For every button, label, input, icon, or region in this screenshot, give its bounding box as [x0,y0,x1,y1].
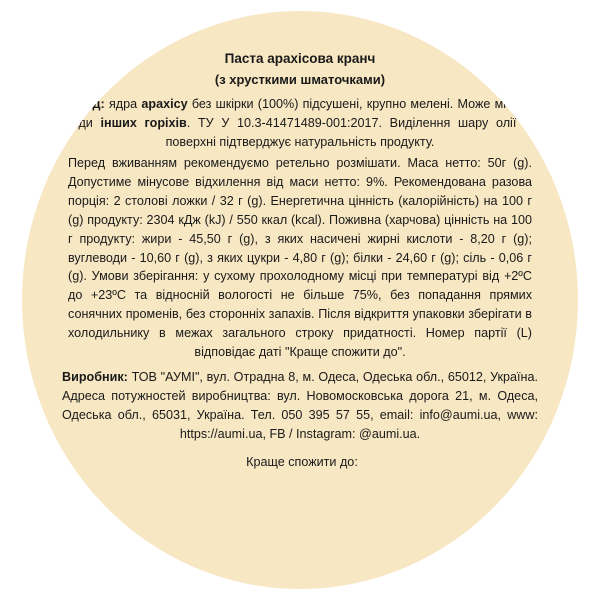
product-title-subtitle: (з хрусткими шматочками) [214,71,386,87]
ingredients-emphasis-other-nuts: інших горіхів [100,116,187,131]
ingredients-heading: Склад: [62,97,105,112]
ingredients-text-3: . ТУ У 10.3-41471489-001:2017. Виділення шару олії на поверхні підтверджує натуральність продукту. [165,116,538,150]
manufacturer-paragraph [58,368,542,444]
product-label-disc [22,11,578,589]
product-title: Паста арахісова кранч [224,51,376,66]
label-content [22,11,578,472]
manufacturer-heading: Виробник: [62,369,128,384]
ingredients-text-2: без шкірки (100%) підсушені, крупно мелені. Може містити сліди [62,97,538,131]
best-before-label: Краще спожити до: [246,455,358,470]
ingredients-emphasis-peanut: арахісу [141,97,188,112]
ingredients-paragraph [58,95,542,152]
nutrition-and-storage-paragraph: Перед вживанням рекомендуємо ретельно розмішати. Маса нетто: 50г (g). Допустиме мінусове відхилення від маси нетто: 9%. Рекомендована разова порція: 2 столові ложки / 32 г (g). Енергетична цінність (калорійність) на 100 г (g) продукту: 2304 кДж (kJ) / 550 ккал (kcal). Поживна (харчова) цінність на 100 г продукту: жири - 45,50 г (g), з яких насичені жирні кислоти - 8,20 г (g); вуглеводи - 10,60 г (g), з яких цукри - 4,80 г (g); білки - 24,60 г (g); сіль - 0,06 г (g). Умови зберігання: у сухому прохолодному місці при температурі від +2ºС до +23ºС та відносній вологості не більше 75%, без попадання прямих сонячних променів, без сторонніх запахів. Після відкриття упаковки зберігати в холодильнику в межах загального строку придатності. Номер партії (L) відповідає даті "Краще спожити до". [68,156,532,359]
manufacturer-text: ТОВ "АУМІ", вул. Отрадна 8, м. Одеса, Одеська обл., 65012, Україна. Адреса потужностей виробництва: вул. Новомосковська дорога 21, м. Одеса, Одеська обл., 65031, Україна. Тел. 050 395 57 55, email: info@aumi.ua, www: https://aumi.ua, FB / Instagram: @aumi.ua. [62,369,538,441]
ingredients-text-1: ядра [104,97,142,112]
